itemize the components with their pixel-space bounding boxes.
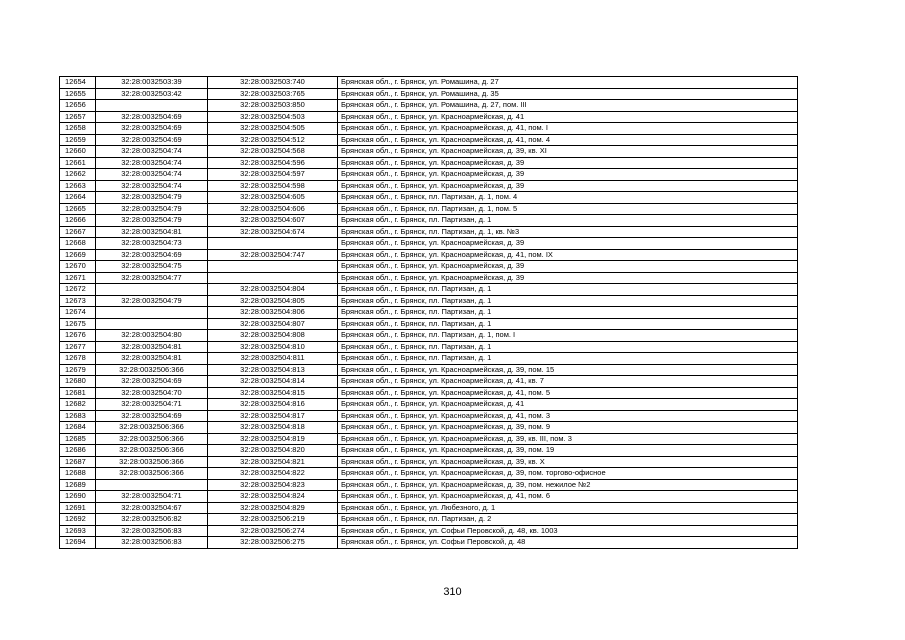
parcel-cadastral-cell [96, 307, 208, 319]
parcel-cadastral-cell: 32:28:0032504:81 [96, 226, 208, 238]
table-row [60, 169, 798, 181]
table-row [60, 88, 798, 100]
object-cadastral-cell: 32:28:0032504:747 [208, 249, 338, 261]
parcel-cadastral-cell: 32:28:0032506:366 [96, 468, 208, 480]
address-cell: Брянская обл., г. Брянск, ул. Красноармейская, д. 39 [338, 238, 798, 250]
table-row [60, 226, 798, 238]
table-row [60, 77, 798, 89]
address-cell: Брянская обл., г. Брянск, ул. Красноармейская, д. 39 [338, 169, 798, 181]
address-cell: Брянская обл., г. Брянск, ул. Софьи Перовской, д. 48, кв. 1003 [338, 525, 798, 537]
row-number-cell: 12672 [60, 284, 96, 296]
table-row [60, 284, 798, 296]
row-number-cell: 12688 [60, 468, 96, 480]
object-cadastral-cell: 32:28:0032504:823 [208, 479, 338, 491]
table-row [60, 123, 798, 135]
table-row [60, 341, 798, 353]
object-cadastral-cell: 32:28:0032504:505 [208, 123, 338, 135]
row-number-cell: 12656 [60, 100, 96, 112]
row-number-cell: 12663 [60, 180, 96, 192]
table-row [60, 318, 798, 330]
address-cell: Брянская обл., г. Брянск, ул. Красноармейская, д. 39 [338, 261, 798, 273]
parcel-cadastral-cell [96, 284, 208, 296]
row-number-cell: 12657 [60, 111, 96, 123]
parcel-cadastral-cell: 32:28:0032504:79 [96, 295, 208, 307]
table-row [60, 353, 798, 365]
parcel-cadastral-cell: 32:28:0032506:366 [96, 364, 208, 376]
parcel-cadastral-cell: 32:28:0032504:71 [96, 399, 208, 411]
object-cadastral-cell: 32:28:0032504:804 [208, 284, 338, 296]
parcel-cadastral-cell: 32:28:0032504:79 [96, 192, 208, 204]
parcel-cadastral-cell: 32:28:0032504:69 [96, 134, 208, 146]
table-row [60, 364, 798, 376]
table-row [60, 468, 798, 480]
table-row [60, 502, 798, 514]
page-number: 310 [443, 586, 462, 598]
object-cadastral-cell [208, 238, 338, 250]
object-cadastral-cell: 32:28:0032504:805 [208, 295, 338, 307]
object-cadastral-cell: 32:28:0032504:818 [208, 422, 338, 434]
table-row [60, 272, 798, 284]
object-cadastral-cell: 32:28:0032506:219 [208, 514, 338, 526]
object-cadastral-cell: 32:28:0032504:813 [208, 364, 338, 376]
address-cell: Брянская обл., г. Брянск, ул. Софьи Перовской, д. 48 [338, 537, 798, 549]
parcel-cadastral-cell: 32:28:0032504:70 [96, 387, 208, 399]
address-cell: Брянская обл., г. Брянск, ул. Красноармейская, д. 39, пом. торгово-офисное [338, 468, 798, 480]
address-cell: Брянская обл., г. Брянск, ул. Красноармейская, д. 39, кв. III, пом. 3 [338, 433, 798, 445]
table-row [60, 100, 798, 112]
registry-table [59, 76, 798, 549]
parcel-cadastral-cell [96, 100, 208, 112]
table-row [60, 146, 798, 158]
table-row [60, 422, 798, 434]
table-row [60, 157, 798, 169]
address-cell: Брянская обл., г. Брянск, ул. Красноармейская, д. 39, пом. нежилое №2 [338, 479, 798, 491]
object-cadastral-cell: 32:28:0032504:820 [208, 445, 338, 457]
parcel-cadastral-cell: 32:28:0032504:71 [96, 491, 208, 503]
object-cadastral-cell: 32:28:0032506:275 [208, 537, 338, 549]
address-cell: Брянская обл., г. Брянск, пл. Партизан, д. 1 [338, 353, 798, 365]
parcel-cadastral-cell: 32:28:0032504:74 [96, 146, 208, 158]
object-cadastral-cell: 32:28:0032504:607 [208, 215, 338, 227]
table-row [60, 295, 798, 307]
table-row [60, 238, 798, 250]
row-number-cell: 12669 [60, 249, 96, 261]
registry-table-body [60, 77, 798, 549]
row-number-cell: 12693 [60, 525, 96, 537]
row-number-cell: 12674 [60, 307, 96, 319]
parcel-cadastral-cell: 32:28:0032506:83 [96, 525, 208, 537]
address-cell: Брянская обл., г. Брянск, пл. Партизан, д. 1, пом. I [338, 330, 798, 342]
address-cell: Брянская обл., г. Брянск, ул. Красноармейская, д. 41 [338, 111, 798, 123]
table-row [60, 307, 798, 319]
row-number-cell: 12667 [60, 226, 96, 238]
row-number-cell: 12665 [60, 203, 96, 215]
address-cell: Брянская обл., г. Брянск, ул. Красноармейская, д. 41, пом. IX [338, 249, 798, 261]
address-cell: Брянская обл., г. Брянск, пл. Партизан, д. 1 [338, 341, 798, 353]
table-row [60, 445, 798, 457]
address-cell: Брянская обл., г. Брянск, ул. Красноармейская, д. 41, пом. I [338, 123, 798, 135]
row-number-cell: 12685 [60, 433, 96, 445]
object-cadastral-cell: 32:28:0032504:597 [208, 169, 338, 181]
row-number-cell: 12689 [60, 479, 96, 491]
parcel-cadastral-cell: 32:28:0032504:69 [96, 111, 208, 123]
object-cadastral-cell: 32:28:0032504:811 [208, 353, 338, 365]
object-cadastral-cell: 32:28:0032504:817 [208, 410, 338, 422]
table-row [60, 376, 798, 388]
table-row [60, 537, 798, 549]
address-cell: Брянская обл., г. Брянск, пл. Партизан, д. 1 [338, 295, 798, 307]
parcel-cadastral-cell: 32:28:0032503:39 [96, 77, 208, 89]
object-cadastral-cell: 32:28:0032503:850 [208, 100, 338, 112]
row-number-cell: 12687 [60, 456, 96, 468]
table-row [60, 215, 798, 227]
object-cadastral-cell: 32:28:0032504:816 [208, 399, 338, 411]
parcel-cadastral-cell: 32:28:0032504:77 [96, 272, 208, 284]
object-cadastral-cell: 32:28:0032504:807 [208, 318, 338, 330]
object-cadastral-cell: 32:28:0032504:806 [208, 307, 338, 319]
object-cadastral-cell: 32:28:0032504:512 [208, 134, 338, 146]
parcel-cadastral-cell: 32:28:0032504:69 [96, 249, 208, 261]
row-number-cell: 12676 [60, 330, 96, 342]
parcel-cadastral-cell: 32:28:0032506:83 [96, 537, 208, 549]
row-number-cell: 12661 [60, 157, 96, 169]
address-cell: Брянская обл., г. Брянск, ул. Ромашина, д. 27 [338, 77, 798, 89]
address-cell: Брянская обл., г. Брянск, ул. Красноармейская, д. 39, кв. XI [338, 146, 798, 158]
table-row [60, 387, 798, 399]
address-cell: Брянская обл., г. Брянск, ул. Красноармейская, д. 39, кв. X [338, 456, 798, 468]
row-number-cell: 12690 [60, 491, 96, 503]
parcel-cadastral-cell: 32:28:0032506:366 [96, 445, 208, 457]
object-cadastral-cell: 32:28:0032504:503 [208, 111, 338, 123]
object-cadastral-cell: 32:28:0032504:598 [208, 180, 338, 192]
row-number-cell: 12659 [60, 134, 96, 146]
row-number-cell: 12680 [60, 376, 96, 388]
object-cadastral-cell: 32:28:0032504:815 [208, 387, 338, 399]
address-cell: Брянская обл., г. Брянск, пл. Партизан, д. 1 [338, 307, 798, 319]
object-cadastral-cell: 32:28:0032504:808 [208, 330, 338, 342]
row-number-cell: 12673 [60, 295, 96, 307]
row-number-cell: 12660 [60, 146, 96, 158]
row-number-cell: 12654 [60, 77, 96, 89]
parcel-cadastral-cell: 32:28:0032504:74 [96, 180, 208, 192]
parcel-cadastral-cell: 32:28:0032504:69 [96, 410, 208, 422]
row-number-cell: 12694 [60, 537, 96, 549]
address-cell: Брянская обл., г. Брянск, ул. Красноармейская, д. 41, пом. 3 [338, 410, 798, 422]
parcel-cadastral-cell: 32:28:0032504:81 [96, 353, 208, 365]
parcel-cadastral-cell: 32:28:0032504:67 [96, 502, 208, 514]
row-number-cell: 12655 [60, 88, 96, 100]
parcel-cadastral-cell [96, 318, 208, 330]
address-cell: Брянская обл., г. Брянск, пл. Партизан, д. 1 [338, 215, 798, 227]
address-cell: Брянская обл., г. Брянск, ул. Любезного, д. 1 [338, 502, 798, 514]
object-cadastral-cell: 32:28:0032504:596 [208, 157, 338, 169]
parcel-cadastral-cell: 32:28:0032506:366 [96, 456, 208, 468]
object-cadastral-cell: 32:28:0032504:606 [208, 203, 338, 215]
row-number-cell: 12670 [60, 261, 96, 273]
parcel-cadastral-cell: 32:28:0032504:80 [96, 330, 208, 342]
parcel-cadastral-cell: 32:28:0032504:74 [96, 169, 208, 181]
parcel-cadastral-cell: 32:28:0032506:82 [96, 514, 208, 526]
table-row [60, 249, 798, 261]
object-cadastral-cell: 32:28:0032504:568 [208, 146, 338, 158]
object-cadastral-cell: 32:28:0032504:822 [208, 468, 338, 480]
row-number-cell: 12692 [60, 514, 96, 526]
object-cadastral-cell: 32:28:0032504:674 [208, 226, 338, 238]
row-number-cell: 12662 [60, 169, 96, 181]
address-cell: Брянская обл., г. Брянск, ул. Красноармейская, д. 39 [338, 157, 798, 169]
address-cell: Брянская обл., г. Брянск, ул. Красноармейская, д. 41, кв. 7 [338, 376, 798, 388]
row-number-cell: 12679 [60, 364, 96, 376]
object-cadastral-cell: 32:28:0032504:819 [208, 433, 338, 445]
table-row [60, 134, 798, 146]
row-number-cell: 12664 [60, 192, 96, 204]
table-row [60, 330, 798, 342]
row-number-cell: 12675 [60, 318, 96, 330]
address-cell: Брянская обл., г. Брянск, пл. Партизан, д. 1 [338, 284, 798, 296]
address-cell: Брянская обл., г. Брянск, ул. Красноармейская, д. 41, пом. 5 [338, 387, 798, 399]
address-cell: Брянская обл., г. Брянск, ул. Красноармейская, д. 39 [338, 180, 798, 192]
parcel-cadastral-cell: 32:28:0032506:366 [96, 433, 208, 445]
object-cadastral-cell: 32:28:0032504:605 [208, 192, 338, 204]
object-cadastral-cell: 32:28:0032503:765 [208, 88, 338, 100]
address-cell: Брянская обл., г. Брянск, пл. Партизан, д. 2 [338, 514, 798, 526]
row-number-cell: 12677 [60, 341, 96, 353]
parcel-cadastral-cell: 32:28:0032506:366 [96, 422, 208, 434]
parcel-cadastral-cell: 32:28:0032504:81 [96, 341, 208, 353]
parcel-cadastral-cell: 32:28:0032504:69 [96, 376, 208, 388]
row-number-cell: 12666 [60, 215, 96, 227]
parcel-cadastral-cell: 32:28:0032504:69 [96, 123, 208, 135]
row-number-cell: 12683 [60, 410, 96, 422]
address-cell: Брянская обл., г. Брянск, ул. Красноармейская, д. 41, пом. 4 [338, 134, 798, 146]
address-cell: Брянская обл., г. Брянск, ул. Ромашина, д. 27, пом. III [338, 100, 798, 112]
row-number-cell: 12682 [60, 399, 96, 411]
parcel-cadastral-cell: 32:28:0032504:73 [96, 238, 208, 250]
parcel-cadastral-cell [96, 479, 208, 491]
row-number-cell: 12668 [60, 238, 96, 250]
parcel-cadastral-cell: 32:28:0032504:74 [96, 157, 208, 169]
row-number-cell: 12681 [60, 387, 96, 399]
table-row [60, 525, 798, 537]
row-number-cell: 12686 [60, 445, 96, 457]
row-number-cell: 12671 [60, 272, 96, 284]
parcel-cadastral-cell: 32:28:0032503:42 [96, 88, 208, 100]
object-cadastral-cell [208, 261, 338, 273]
row-number-cell: 12691 [60, 502, 96, 514]
table-row [60, 180, 798, 192]
object-cadastral-cell: 32:28:0032504:824 [208, 491, 338, 503]
object-cadastral-cell: 32:28:0032504:814 [208, 376, 338, 388]
table-row [60, 491, 798, 503]
object-cadastral-cell: 32:28:0032506:274 [208, 525, 338, 537]
address-cell: Брянская обл., г. Брянск, ул. Красноармейская, д. 39, пом. 9 [338, 422, 798, 434]
object-cadastral-cell [208, 272, 338, 284]
table-row [60, 203, 798, 215]
object-cadastral-cell: 32:28:0032504:821 [208, 456, 338, 468]
table-row [60, 410, 798, 422]
parcel-cadastral-cell: 32:28:0032504:79 [96, 215, 208, 227]
table-row [60, 111, 798, 123]
object-cadastral-cell: 32:28:0032503:740 [208, 77, 338, 89]
table-row [60, 433, 798, 445]
table-row [60, 192, 798, 204]
object-cadastral-cell: 32:28:0032504:810 [208, 341, 338, 353]
address-cell: Брянская обл., г. Брянск, пл. Партизан, д. 1, пом. 5 [338, 203, 798, 215]
table-row [60, 514, 798, 526]
table-row [60, 399, 798, 411]
address-cell: Брянская обл., г. Брянск, пл. Партизан, д. 1 [338, 318, 798, 330]
row-number-cell: 12658 [60, 123, 96, 135]
table-row [60, 261, 798, 273]
table-row [60, 479, 798, 491]
address-cell: Брянская обл., г. Брянск, ул. Ромашина, д. 35 [338, 88, 798, 100]
table-row [60, 456, 798, 468]
address-cell: Брянская обл., г. Брянск, ул. Красноармейская, д. 39 [338, 272, 798, 284]
address-cell: Брянская обл., г. Брянск, ул. Красноармейская, д. 41 [338, 399, 798, 411]
parcel-cadastral-cell: 32:28:0032504:79 [96, 203, 208, 215]
address-cell: Брянская обл., г. Брянск, пл. Партизан, д. 1, кв. №3 [338, 226, 798, 238]
address-cell: Брянская обл., г. Брянск, ул. Красноармейская, д. 39, пом. 15 [338, 364, 798, 376]
address-cell: Брянская обл., г. Брянск, ул. Красноармейская, д. 41, пом. 6 [338, 491, 798, 503]
object-cadastral-cell: 32:28:0032504:829 [208, 502, 338, 514]
address-cell: Брянская обл., г. Брянск, пл. Партизан, д. 1, пом. 4 [338, 192, 798, 204]
row-number-cell: 12684 [60, 422, 96, 434]
row-number-cell: 12678 [60, 353, 96, 365]
address-cell: Брянская обл., г. Брянск, ул. Красноармейская, д. 39, пом. 19 [338, 445, 798, 457]
parcel-cadastral-cell: 32:28:0032504:75 [96, 261, 208, 273]
